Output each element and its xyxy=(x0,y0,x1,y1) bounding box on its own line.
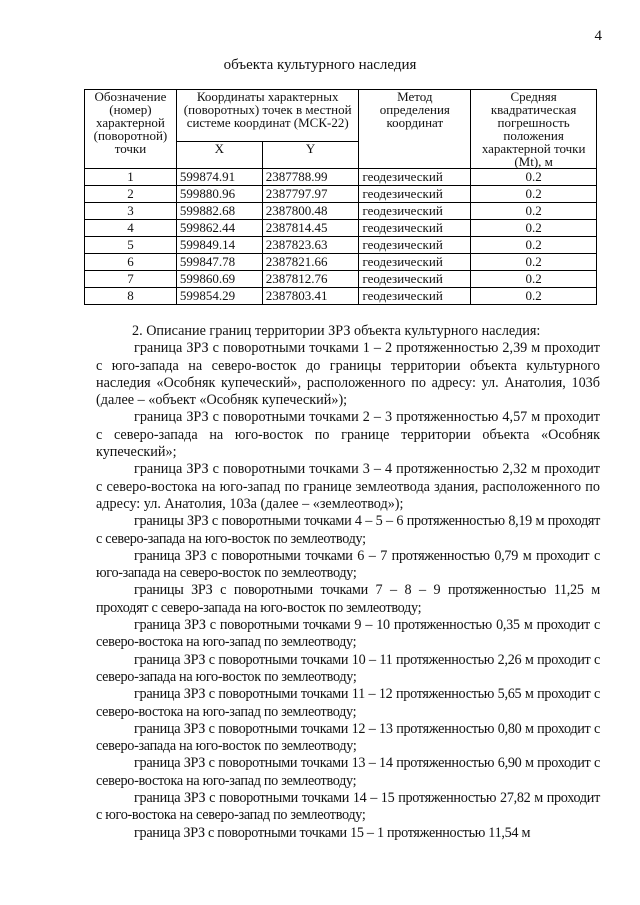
error-mt: 0.2 xyxy=(471,271,597,288)
error-mt: 0.2 xyxy=(471,254,597,271)
table-row xyxy=(85,271,597,288)
boundary-description xyxy=(96,323,600,842)
header-coordinates: Координаты характерных (поворотных) точек в местной системе координат (МСК-22) xyxy=(176,90,359,142)
boundary-paragraph: граница ЗРЗ с поворотными точками 6 – 7 протяженностью 0,79 м проходит с юго-запада на северо-восток по землеотводу; xyxy=(96,547,600,582)
coord-x: 599860.69 xyxy=(176,271,262,288)
boundary-paragraph: граница ЗРЗ с поворотными точками 11 – 12 протяженностью 5,65 м проходит с северо-востока на юго-запад по землеотводу; xyxy=(96,686,600,720)
boundary-paragraph: граница ЗРЗ с поворотными точками 13 – 14 протяженностью 6,90 м проходит с северо-востока на юго-запад по землеотводу; xyxy=(96,755,600,789)
table-header-row xyxy=(85,90,597,142)
point-number: 6 xyxy=(85,254,177,271)
table-row xyxy=(85,186,597,203)
section-title: 2. Описание границ территории ЗРЗ объекта культурного наследия: xyxy=(132,323,541,339)
coord-y: 2387797.97 xyxy=(262,186,359,203)
coordinates-table xyxy=(84,89,597,305)
method: геодезический xyxy=(359,220,471,237)
method: геодезический xyxy=(359,203,471,220)
boundary-paragraph: граница ЗРЗ с поворотными точками 9 – 10 протяженностью 0,35 м проходит с северо-востока на юго-запад по землеотводу; xyxy=(96,617,600,651)
error-mt: 0.2 xyxy=(471,237,597,254)
coord-x: 599882.68 xyxy=(176,203,262,220)
coord-y: 2387814.45 xyxy=(262,220,359,237)
table-row xyxy=(85,254,597,271)
coord-y: 2387803.41 xyxy=(262,288,359,305)
table-row xyxy=(85,288,597,305)
boundary-paragraph: граница ЗРЗ с поворотными точками 2 – 3 протяженностью 4,57 м проходит с северо-запада на юго-восток по границе территории объекта «Особняк купеческий»; xyxy=(96,409,600,461)
coord-x: 599847.78 xyxy=(176,254,262,271)
boundary-paragraph: границы ЗРЗ с поворотными точками 7 – 8 – 9 протяженностью 11,25 м проходят с северо-запада на юго-восток по землеотводу; xyxy=(96,582,600,616)
method: геодезический xyxy=(359,254,471,271)
coord-x: 599854.29 xyxy=(176,288,262,305)
method: геодезический xyxy=(359,186,471,203)
point-number: 8 xyxy=(85,288,177,305)
boundary-paragraph: граница ЗРЗ с поворотными точками 1 – 2 протяженностью 2,39 м проходит с юго-запада на северо-восток до границы территории объекта культурного наследия «Особняк купеческий», расположенного по адресу: ул. Анатолия, 103б (далее – «объект «Особняк купеческий»); xyxy=(96,340,600,409)
document-heading: объекта культурного наследия xyxy=(223,57,417,73)
boundary-paragraph: граница ЗРЗ с поворотными точками 12 – 13 протяженностью 0,80 м проходит с северо-запада на юго-восток по землеотводу; xyxy=(96,720,600,755)
error-mt: 0.2 xyxy=(471,203,597,220)
boundary-paragraph: граница ЗРЗ с поворотными точками 3 – 4 протяженностью 2,32 м проходит с северо-востока на юго-запад по границе землеотвода здания, расположенного по адресу: ул. Анатолия, 103а (далее – «землеотвод»); xyxy=(96,461,600,512)
coord-x: 599880.96 xyxy=(176,186,262,203)
boundary-paragraph: граница ЗРЗ с поворотными точками 15 – 1 протяженностью 11,54 м xyxy=(134,824,531,841)
table-row xyxy=(85,203,597,220)
point-number: 5 xyxy=(85,237,177,254)
coord-y: 2387823.63 xyxy=(262,237,359,254)
header-method: Метод определения координат xyxy=(359,90,471,169)
header-designation: Обозначение (номер) характерной (поворотной) точки xyxy=(85,90,177,169)
coord-x: 599862.44 xyxy=(176,220,262,237)
method: геодезический xyxy=(359,271,471,288)
boundary-paragraph: граница ЗРЗ с поворотными точками 10 – 11 протяженностью 2,26 м проходит с северо-запада на юго-восток по землеотводу; xyxy=(96,651,600,685)
table-row xyxy=(85,169,597,186)
method: геодезический xyxy=(359,237,471,254)
point-number: 7 xyxy=(85,271,177,288)
coord-y: 2387788.99 xyxy=(262,169,359,186)
header-y: Y xyxy=(262,142,359,169)
point-number: 1 xyxy=(85,169,177,186)
error-mt: 0.2 xyxy=(471,220,597,237)
page-number: 4 xyxy=(594,28,602,44)
table-row xyxy=(85,237,597,254)
table-row xyxy=(85,220,597,237)
point-number: 3 xyxy=(85,203,177,220)
error-mt: 0.2 xyxy=(471,169,597,186)
coord-y: 2387800.48 xyxy=(262,203,359,220)
boundary-paragraph: границы ЗРЗ с поворотными точками 4 – 5 – 6 протяженностью 8,19 м проходят с северо-запада на юго-восток по землеотводу; xyxy=(96,513,600,547)
error-mt: 0.2 xyxy=(471,288,597,305)
header-error: Средняя квадратическая погрешность положения характерной точки (Mt), м xyxy=(471,90,597,169)
coord-y: 2387812.76 xyxy=(262,271,359,288)
method: геодезический xyxy=(359,288,471,305)
error-mt: 0.2 xyxy=(471,186,597,203)
coord-x: 599849.14 xyxy=(176,237,262,254)
header-x: X xyxy=(176,142,262,169)
coord-y: 2387821.66 xyxy=(262,254,359,271)
point-number: 4 xyxy=(85,220,177,237)
coord-x: 599874.91 xyxy=(176,169,262,186)
point-number: 2 xyxy=(85,186,177,203)
method: геодезический xyxy=(359,169,471,186)
boundary-paragraph: граница ЗРЗ с поворотными точками 14 – 15 протяженностью 27,82 м проходит с юго-востока на северо-запад по землеотводу; xyxy=(96,790,600,824)
